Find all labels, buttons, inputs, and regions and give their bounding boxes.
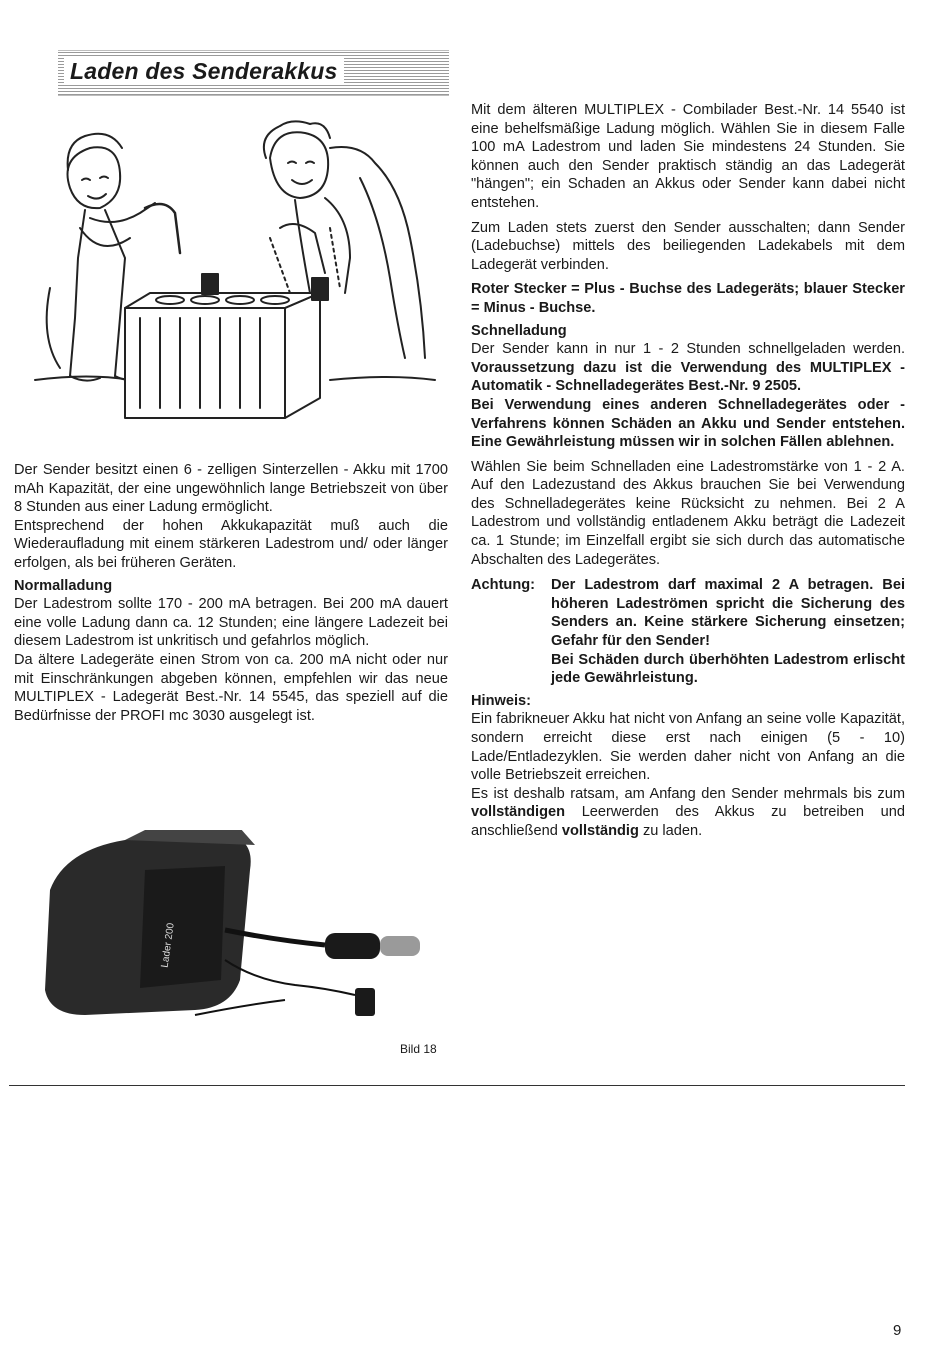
paragraph: Wählen Sie beim Schnelladen eine Ladestromstärke von 1 - 2 A. Auf den Ladezustand des Akkus brauchen Sie bei Verwendung des Schnelladegerätes keine Rücksicht zu nehmen. Bei 2 A Ladestrom und vollständig entladenem Akku beträgt die Ladezeit ca. 1 Stunde; im Einzelfall ergibt sie sich durch das automatische Abschalten des Ladegerätes. [471, 458, 905, 568]
charger-label: Lader 200 [159, 922, 177, 969]
text-run: Es ist deshalb ratsam, am Anfang den Sender mehrmals bis zum [471, 785, 905, 802]
section-heading-normalladung: Normalladung [14, 577, 113, 594]
attention-text [551, 576, 905, 688]
paragraph: Da ältere Ladegeräte einen Strom von ca. 200 mA nicht oder nur mit Einschränkungen abgeben können, empfehlen wir das neue MULTIPLEX - Ladegerät Best.-Nr. 14 5545, das speziell auf die Bedürfnisse der PROFI mc 3030 ausgelegt ist. [14, 651, 448, 724]
bold-text-run: vollständig [561, 822, 639, 839]
section-heading-hinweis: Hinweis: [471, 692, 532, 709]
paragraph: Mit dem älteren MULTIPLEX - Combilader Best.-Nr. 14 5540 ist eine behelfsmäßige Ladung möglich. Wählen Sie in diesem Falle 100 mA Ladestrom und laden Sie mindestens 24 Stunden. Sie können auch den Sender praktisch ständig an das Ladegerät "hängen"; ein Schaden an Akkus oder Sender kann dabei nicht entstehen. [471, 102, 905, 211]
left-text-column [14, 461, 448, 725]
paragraph [471, 340, 905, 396]
page-number: 9 [893, 1322, 902, 1339]
attention-text-1: Der Ladestrom darf maximal 2 A betragen. Bei höheren Ladeströmen spricht die Sicherung des Senders an. Keine stärkere Sicherung einsetzen; Gefahr für den Sender! [551, 577, 905, 650]
attention-label: Achtung: [471, 577, 536, 594]
bold-text-run: Voraussetzung dazu ist die Verwendung des MULTIPLEX - Automatik - Schnelladegerätes Best.-Nr. 9 2505. [471, 359, 905, 395]
battery-cartoon-illustration [30, 118, 440, 438]
bold-paragraph-warning: Bei Verwendung eines anderen Schnelladegerätes oder -Verfahrens können Schäden an Akku und Sender entstehen. Eine Gewährleistung müssen wir in solchen Fällen ablehnen. [471, 396, 905, 451]
paragraph [471, 785, 905, 841]
right-text-column [471, 101, 905, 841]
paragraph: Zum Laden stets zuerst den Sender ausschalten; dann Sender (Ladebuchse) mittels des beiliegenden Ladekabels mit dem Ladegerät verbinden. [471, 219, 905, 273]
paragraph: Der Ladestrom sollte 170 - 200 mA betragen. Bei 200 mA dauert eine volle Ladung dann ca. 12 Stunden; eine längere Ladezeit bei diesem Ladestrom ist unkritisch und gefahrlos möglich. [14, 596, 448, 650]
text-run: Leerwerden des Akkus zu betreiben und anschließend [471, 804, 905, 839]
bold-text-run: vollständigen [471, 804, 566, 821]
attention-block [471, 576, 905, 688]
bold-paragraph-plug-colors: Roter Stecker = Plus - Buchse des Ladegeräts; blauer Stecker = Minus - Buchse. [471, 281, 905, 316]
section-heading-schnelladung: Schnelladung [471, 322, 567, 339]
paragraph: Ein fabrikneuer Akku hat nicht von Anfang an seine volle Kapazität, sondern erreicht diese erst nach einigen (5 - 10) Lade/Entladezyklen. Sie werden daher nicht von Anfang an die volle Betriebszeit erreichen. [471, 711, 905, 784]
text-run: Der Sender kann in nur 1 - 2 Stunden schnellgeladen werden. [471, 341, 905, 358]
figure-caption: Bild 18 [400, 1042, 437, 1056]
charger-photo [25, 830, 445, 1030]
horizontal-rule [9, 1085, 905, 1086]
page-title: Laden des Senderakkus [64, 58, 344, 85]
paragraph: Entsprechend der hohen Akkukapazität muß auch die Wiederaufladung mit einem stärkeren Ladestrom und/ oder länger erfolgen, als bei früheren Geräten. [14, 517, 448, 571]
paragraph: Der Sender besitzt einen 6 - zelligen Sinterzellen - Akku mit 1700 mAh Kapazität, der eine ungewöhnlich lange Betriebszeit von über 8 Stunden aus einer Ladung ermöglicht. [14, 462, 448, 516]
text-run: zu laden. [638, 822, 703, 839]
attention-text-2: Bei Schäden durch überhöhten Ladestrom erlischt jede Gewährleistung. [551, 651, 905, 687]
